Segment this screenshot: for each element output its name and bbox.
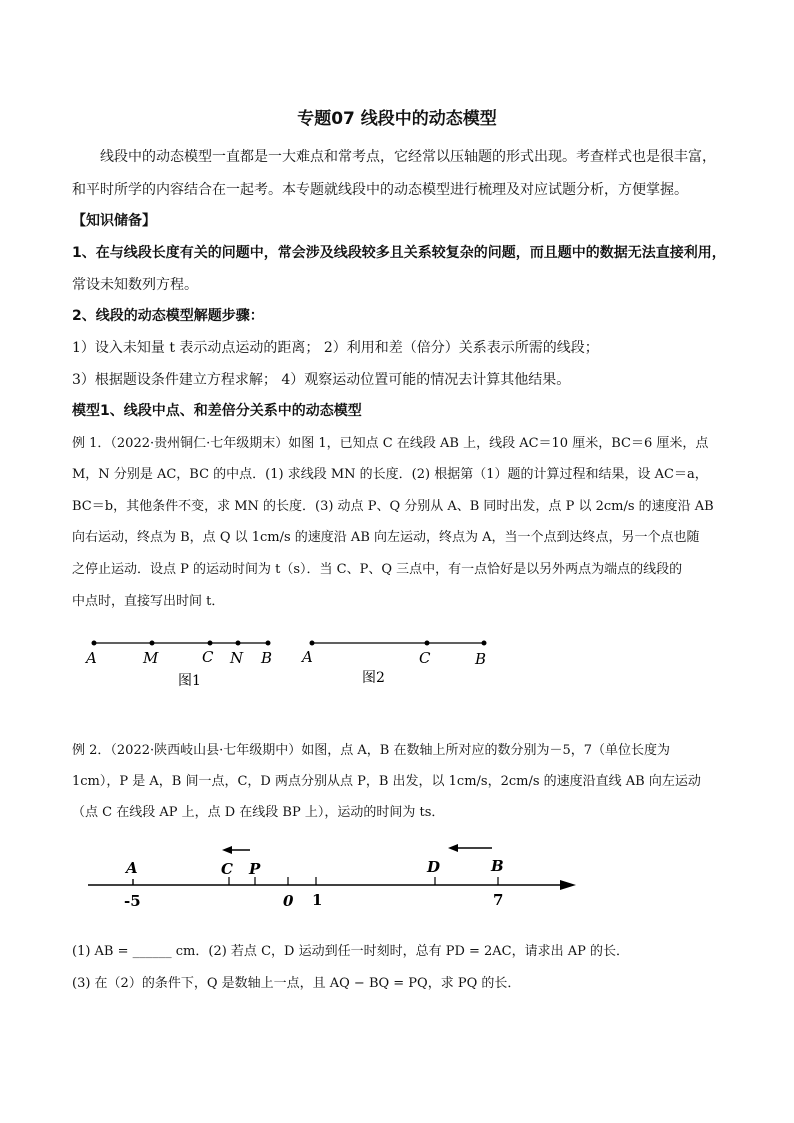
point-label-b: B — [491, 857, 504, 875]
example-1-line-6: 中点时，直接写出时间 t． — [72, 594, 225, 609]
question-1-2: (1) AB = ______ cm．(2) 若点 C，D 运动到任一时刻时，总有 PD = 2AC，请求出 AP 的长． — [72, 944, 630, 959]
fig1-label-c: C — [202, 648, 214, 666]
point-label-a: A — [126, 859, 138, 877]
d-left-arrow — [448, 844, 492, 852]
c-left-arrow — [222, 846, 250, 854]
page-title: 专题07 线段中的动态模型 — [297, 109, 497, 129]
example-1-line-5: 之停止运动．设点 P 的运动时间为 t（s）．当 C、P、Q 三点中，有一点恰好是以另外两点为端点的线段的 — [72, 562, 683, 577]
knowledge-point-1-line-1: 1、在与线段长度有关的问题中，常会涉及线段较多且关系较复杂的问题，而且题中的数据无法直接利用， — [72, 245, 726, 261]
point-label-d: D — [427, 858, 441, 876]
intro-line-2: 和平时所学的内容结合在一起考。本专题就线段中的动态模型进行梳理及对应试题分析，方便掌握。 — [72, 182, 688, 198]
fig1-label-b: B — [261, 649, 273, 667]
step-line-1: 1）设入未知量 t 表示动点运动的距离； 2）利用和差（倍分）关系表示所需的线段； — [72, 340, 599, 356]
tick-label-neg5: -5 — [124, 892, 141, 910]
fig1-label-m: M — [143, 649, 159, 667]
step-line-2: 3）根据题设条件建立方程求解； 4）观察运动位置可能的情况去计算其他结果。 — [72, 372, 571, 388]
figure-1 — [84, 641, 272, 690]
example-1-line-1: 例 1．（2022·贵州铜仁·七年级期末）如图 1，已知点 C 在线段 AB 上，线段 AC＝10 厘米，BC＝6 厘米，点 — [72, 436, 709, 451]
figure-2 — [300, 641, 487, 687]
knowledge-heading: 【知识储备】 — [72, 213, 156, 229]
tick-label-7: 7 — [493, 891, 504, 909]
example-1-line-3: BC＝b，其他条件不变，求 MN 的长度．(3) 动点 P、Q 分别从 A、B 同时出发，点 P 以 2cm/s 的速度沿 AB — [72, 499, 714, 514]
example-1-figures — [0, 625, 794, 695]
tick-label-1: 1 — [312, 891, 323, 909]
example-1-line-4: 向右运动，终点为 B，点 Q 以 1cm/s 的速度沿 AB 向左运动，终点为 A，当一个点到达终点，另一个点也随 — [72, 530, 700, 545]
example-2-line-3: （点 C 在线段 AP 上，点 D 在线段 BP 上），运动的时间为 ts． — [72, 805, 445, 820]
example-1-line-2: M，N 分别是 AC，BC 的中点．(1) 求线段 MN 的长度．(2) 根据第（1）题的计算过程和结果，设 AC＝a， — [72, 467, 708, 482]
intro-line-1: 线段中的动态模型一直都是一大难点和常考点，它经常以压轴题的形式出现。考查样式也是很丰富， — [100, 149, 716, 165]
example-2-line-1: 例 2．（2022·陕西岐山县·七年级期中）如图，点 A，B 在数轴上所对应的数分别为－5，7（单位长度为 — [72, 743, 671, 758]
number-line-figure — [0, 835, 794, 915]
example-2-line-2: 1cm），P 是 A，B 间一点，C，D 两点分别从点 P，B 出发，以 1cm/s，2cm/s 的速度沿直线 AB 向左运动 — [72, 774, 701, 789]
fig2-caption: 图2 — [362, 670, 385, 686]
fig2-label-b: B — [475, 650, 487, 668]
fig1-label-n: N — [230, 649, 244, 667]
fig2-label-a: A — [302, 648, 313, 666]
knowledge-point-2-heading: 2、线段的动态模型解题步骤： — [72, 308, 264, 324]
fig2-label-c: C — [419, 649, 431, 667]
number-line-arrowhead — [560, 880, 576, 890]
point-label-c: C — [221, 860, 233, 878]
question-3: (3) 在（2）的条件下，Q 是数轴上一点，且 AQ − BQ = PQ，求 PQ 的长． — [72, 976, 521, 991]
point-label-p: P — [249, 860, 261, 878]
fig1-label-a: A — [86, 649, 97, 667]
tick-label-0: 0 — [283, 892, 294, 910]
fig1-caption: 图1 — [178, 673, 201, 689]
knowledge-point-1-line-2: 常设未知数列方程。 — [72, 277, 198, 293]
model-1-heading: 模型1、线段中点、和差倍分关系中的动态模型 — [72, 403, 362, 419]
